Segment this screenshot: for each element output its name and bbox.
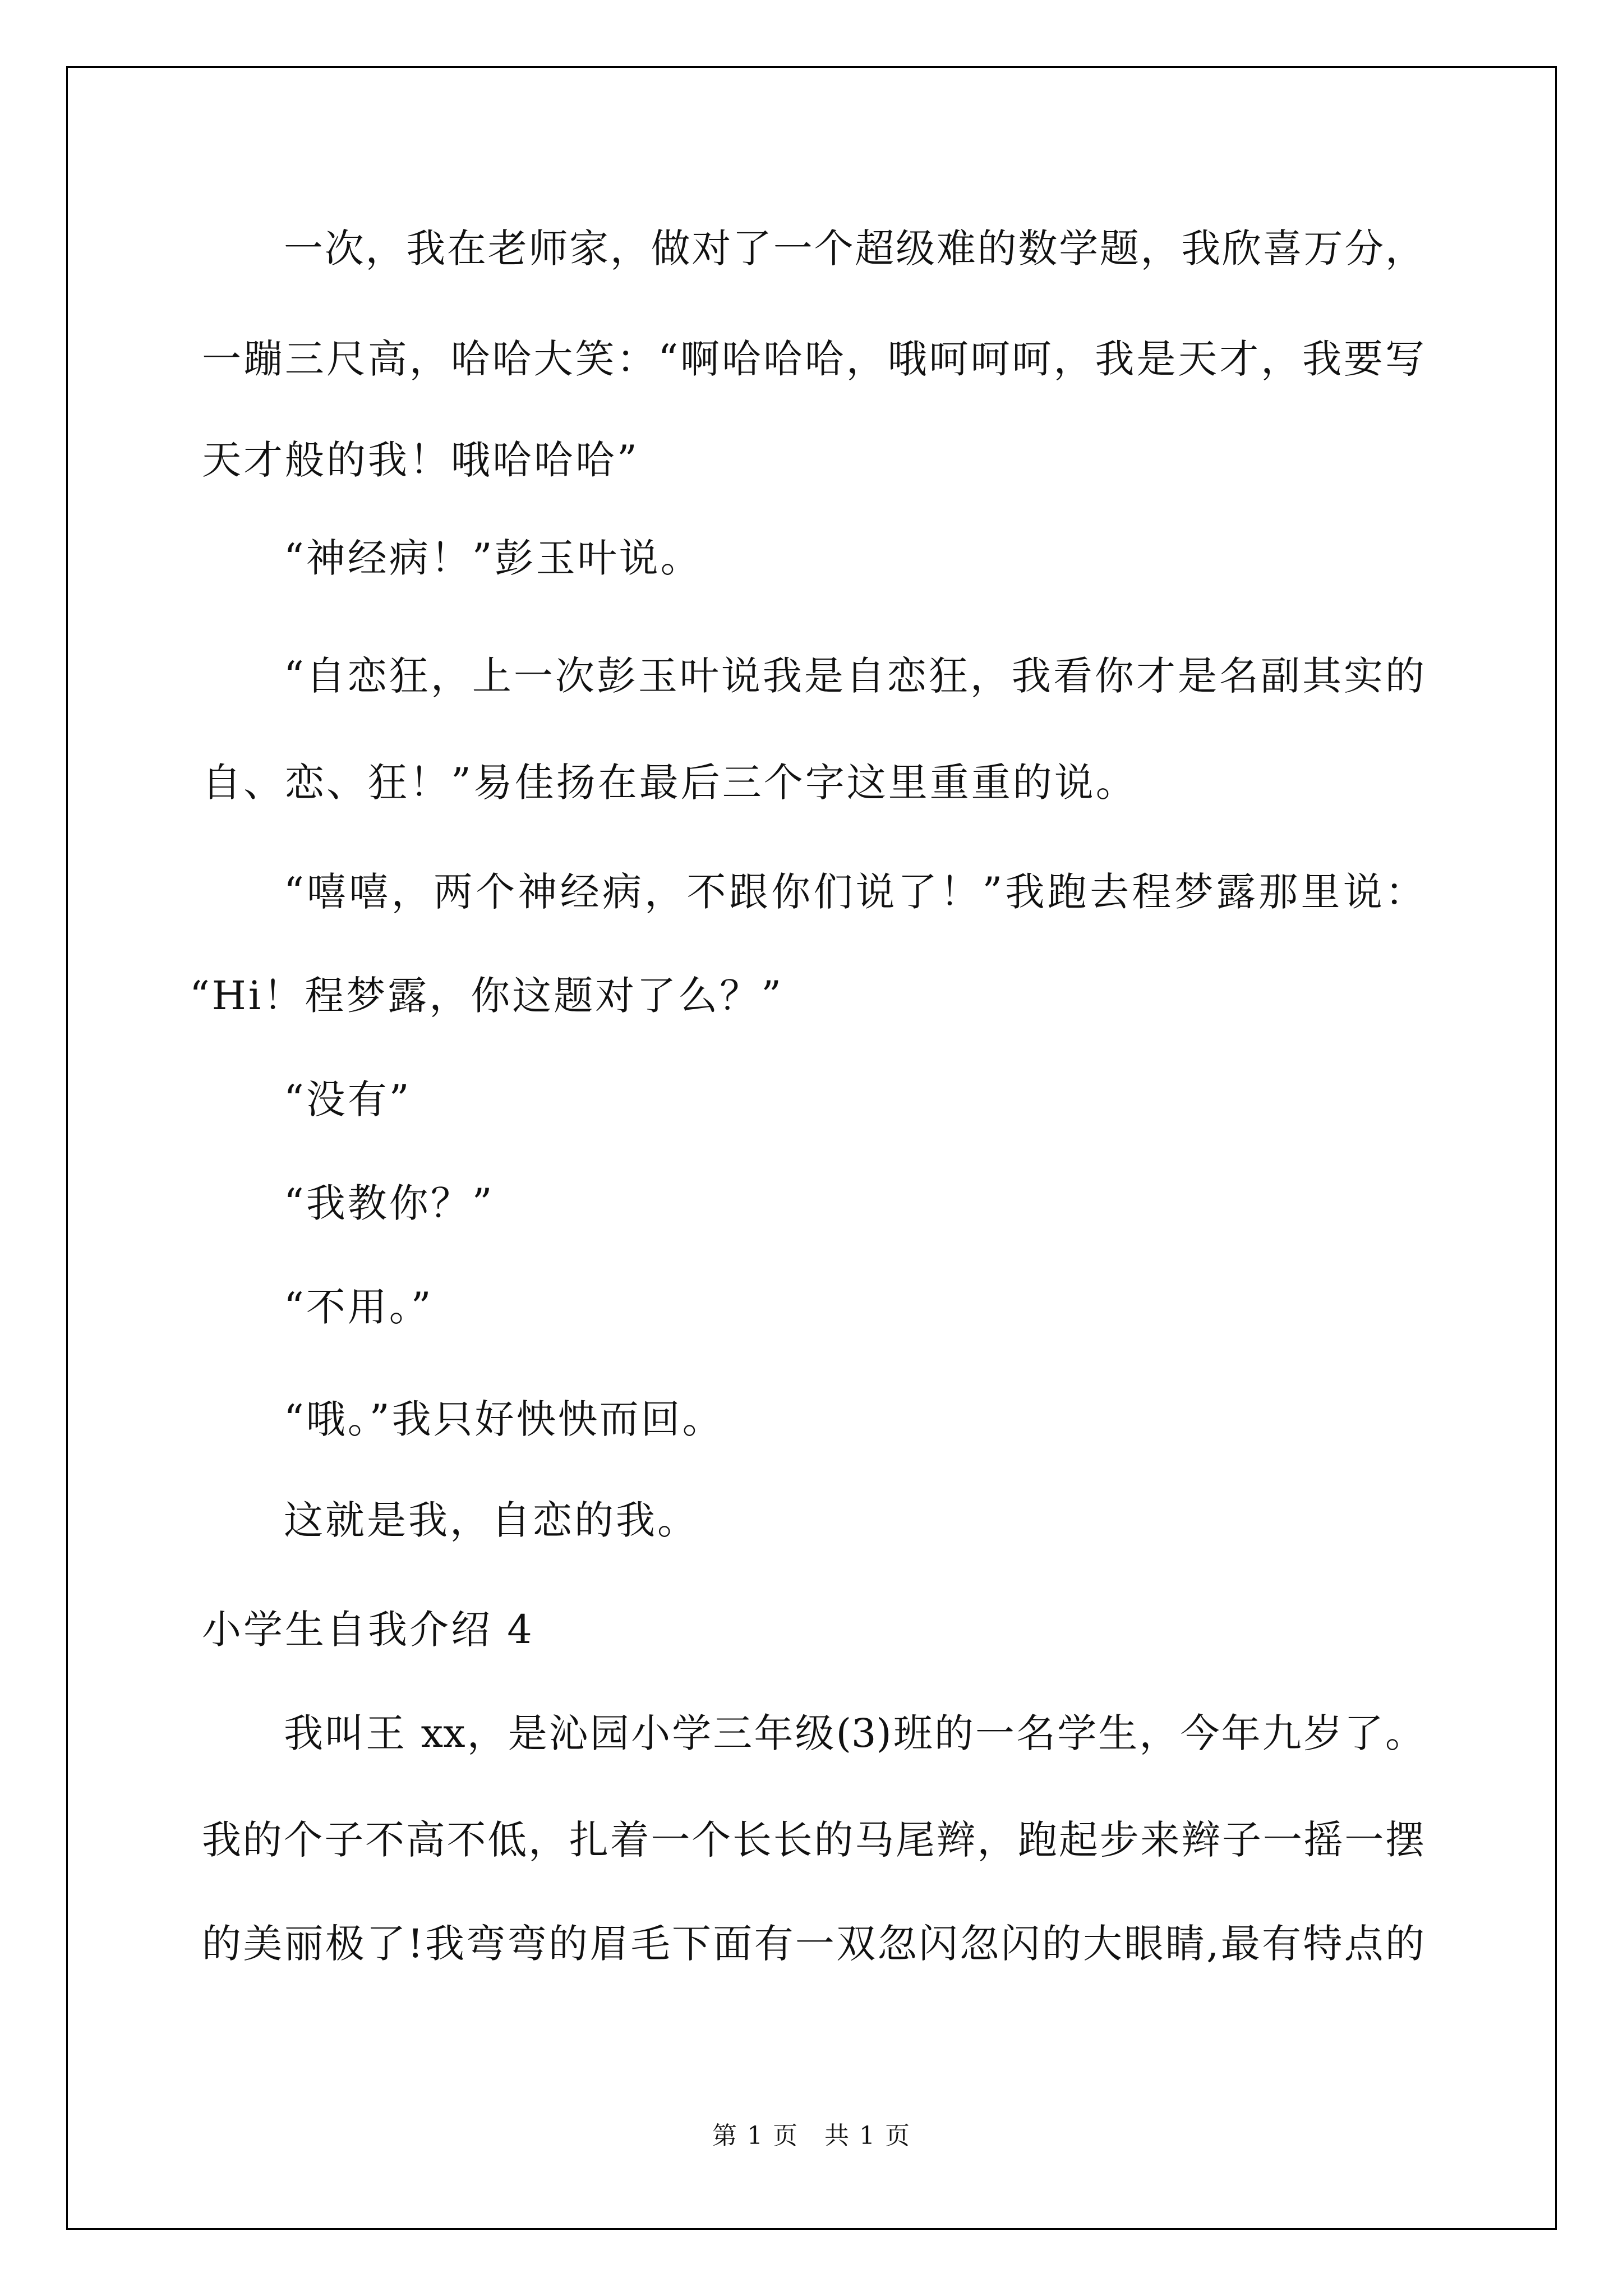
paragraph-line: 的美丽极了!我弯弯的眉毛下面有一双忽闪忽闪的大眼睛,最有特点的 xyxy=(202,1921,1424,1967)
paragraph-line: “自恋狂，上一次彭玉叶说我是自恋狂，我看你才是名副其实的 xyxy=(284,653,1424,699)
paragraph-line: “嘻嘻，两个神经病，不跟你们说了！”我跑去程梦露那里说： xyxy=(284,869,1424,915)
paragraph-line: 一次，我在老师家，做对了一个超级难的数学题，我欣喜万分， xyxy=(284,226,1424,272)
page-border xyxy=(66,66,1557,2230)
paragraph-line: 我的个子不高不低，扎着一个长长的马尾辫，跑起步来辫子一摇一摆 xyxy=(202,1817,1424,1863)
paragraph-line: “神经病！”彭玉叶说。 xyxy=(284,535,702,581)
paragraph-line: 天才般的我！哦哈哈哈” xyxy=(202,437,639,483)
paragraph-line: “哦。”我只好怏怏而回。 xyxy=(284,1396,724,1442)
paragraph-line: “Hi！程梦露，你这题对了么？” xyxy=(190,973,784,1019)
section-heading: 小学生自我介绍 4 xyxy=(202,1607,534,1653)
paragraph-line: “我教你？” xyxy=(284,1180,495,1226)
paragraph-line: 这就是我，自恋的我。 xyxy=(284,1497,699,1543)
paragraph-line: 我叫王 xx，是沁园小学三年级(3)班的一名学生，今年九岁了。 xyxy=(284,1710,1424,1756)
paragraph-line: “没有” xyxy=(284,1076,412,1122)
paragraph-line: 一蹦三尺高，哈哈大笑：“啊哈哈哈，哦呵呵呵，我是天才，我要写 xyxy=(202,336,1424,382)
paragraph-line: “不用。” xyxy=(284,1284,434,1330)
paragraph-line: 自、恋、狂！”易佳扬在最后三个字这里重重的说。 xyxy=(202,760,1137,806)
page-footer: 第 1 页 共 1 页 xyxy=(712,2122,911,2150)
